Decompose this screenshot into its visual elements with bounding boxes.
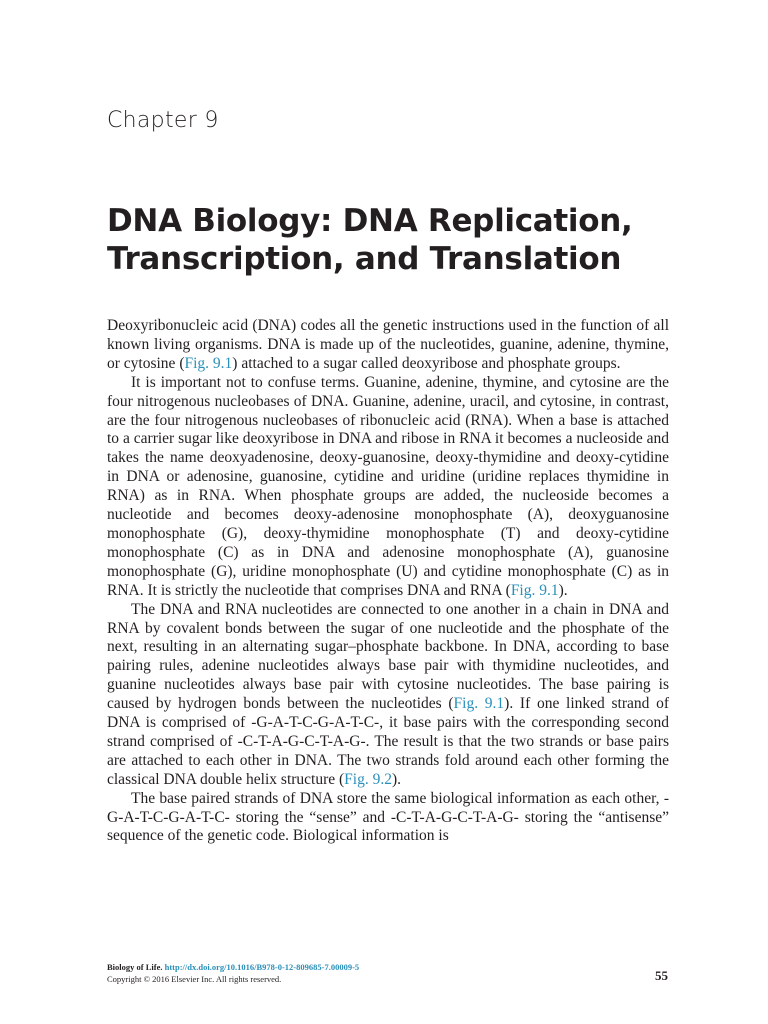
body-paragraph [107,601,669,790]
paragraph-text: ). If one linked strand of DNA is comprised of -G-A-T-C-G-A-T-C-, it base pairs with the corresponding second strand comprised of -C-T-A-G-C-T-A-G-. The result is that the two strands or base pairs are attached to each other in DNA. The two strands fold around each other forming the classical DNA double helix structure ( [107,695,669,788]
footer-citation [107,961,359,985]
copyright-notice: Copyright © 2016 Elsevier Inc. All rights reserved. [107,974,282,984]
paragraph-text: It is important not to confuse terms. Guanine, adenine, thymine, and cytosine are the four nitrogenous nucleobases of DNA. Guanine, adenine, uracil, and cytosine, in contrast, are the four nitrogenous nucleobases of ribonucleic acid (RNA). When a base is attached to a carrier sugar like deoxyribose in DNA and ribose in RNA it becomes a nucleoside and takes the name deoxyadenosine, deoxy-guanosine, deoxy-thymidine and deoxy-cytidine in DNA or adenosine, guanosine, cytidine and uridine (uridine replaces thymidine in RNA) as in RNA. When phosphate groups are added, the nucleoside becomes a nucleotide and becomes deoxy-adenosine monophosphate (A), deoxyguanosine monophosphate (G), deoxy-thymidine monophosphate (T) and deoxy-cytidine monophosphate (C) as in DNA and adenosine monophosphate (A), guanosine monophosphate (G), uridine monophosphate (U) and cytidine monophosphate (C) as in RNA. It is strictly the nucleotide that comprises DNA and RNA ( [107,373,669,599]
figure-reference-link[interactable]: Fig. 9.2 [344,770,392,788]
body-paragraph [107,790,669,847]
paragraph-text: ). [558,581,568,599]
paragraph-text: ). [391,770,402,788]
body-paragraph [107,374,669,601]
figure-reference-link[interactable]: Fig. 9.1 [453,695,505,713]
body-text [107,317,669,846]
paragraph-text: The DNA and RNA nucleotides are connected to one another in a chain in DNA and RNA by covalent bonds between the sugar of one nucleotide and the phosphate of the next, resulting in an alternating sugar–phosphate backbone. In DNA, according to base pairing rules, adenine nucleotides always base pair with thymidine nucleotides, and guanine nucleotides always base pair with cytosine nucleotides. The base pairing is caused by hydrogen bonds between the nucleotides ( [107,600,669,713]
page-number: 55 [655,968,668,983]
figure-reference-link[interactable]: Fig. 9.1 [184,354,233,372]
figure-reference-link[interactable]: Fig. 9.1 [510,581,559,599]
chapter-title [107,202,687,278]
paragraph-text: Deoxyribonucleic acid (DNA) codes all the genetic instructions used in the function of all known living organisms. DNA is made up of the nucleotides, guanine, adenine, thymine, or cytosine ( [107,317,669,372]
footer-source-line [107,961,359,973]
book-title: Biology of Life. [107,962,163,972]
doi-link[interactable]: http://dx.doi.org/10.1016/B978-0-12-809685-7.00009-5 [164,962,360,972]
chapter-title-line: Transcription, and Translation [107,241,622,277]
chapter-label: Chapter 9 [107,108,219,133]
body-paragraph [107,317,669,374]
chapter-title-line: DNA Biology: DNA Replication, [107,203,633,239]
paragraph-text: ) attached to a sugar called deoxyribose and phosphate groups. [232,354,621,372]
paragraph-text: The base paired strands of DNA store the same biological information as each other, -G-A-T-C-G-A-T-C- storing the “sense” and -C-T-A-G-C-T-A-G- storing the “antisense” sequence of the genetic code. Biological information is [107,789,669,845]
